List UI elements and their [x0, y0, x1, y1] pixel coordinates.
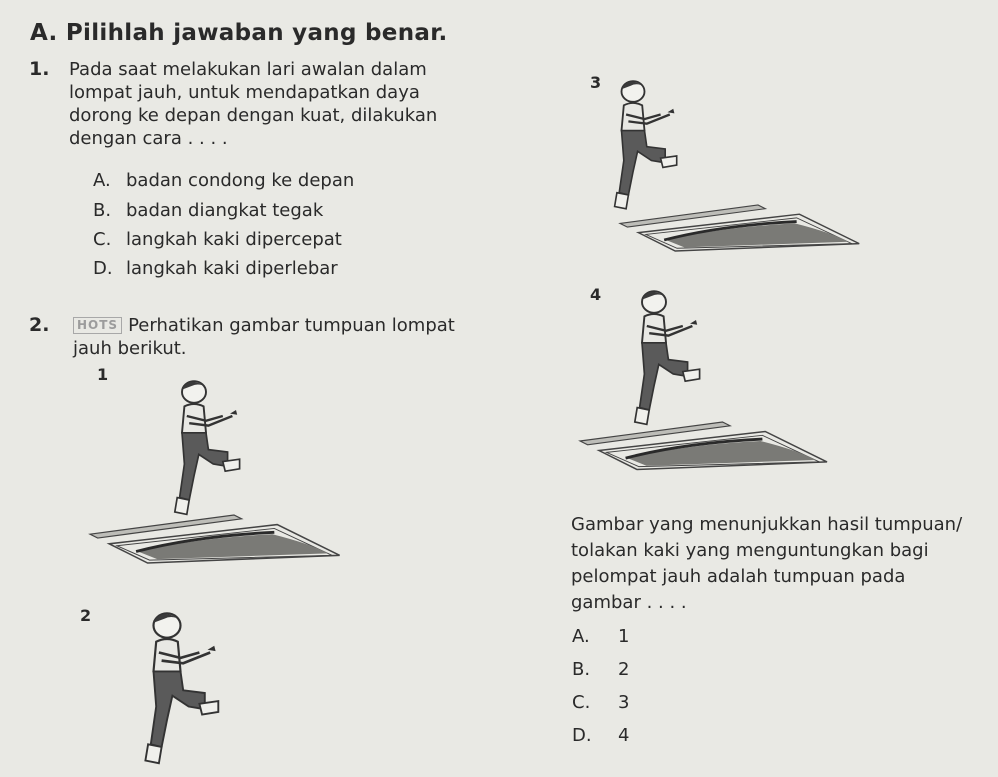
question-2-line: gambar . . . .: [571, 592, 687, 613]
question-1-number: 1.: [29, 58, 50, 80]
question-2-intro: [73, 314, 543, 360]
option-letter: D.: [572, 725, 592, 746]
question-2-line: Gambar yang menunjukkan hasil tumpuan/: [571, 514, 963, 535]
q1-option-d[interactable]: [93, 258, 338, 279]
q1-option-c[interactable]: [93, 229, 342, 250]
option-letter: B.: [572, 659, 591, 680]
sandpit-figure-3: [620, 205, 870, 270]
q2-option-c[interactable]: [572, 692, 629, 713]
q2-option-d[interactable]: [572, 725, 629, 746]
option-letter: C.: [572, 692, 591, 713]
option-letter: A.: [572, 626, 590, 647]
section-title: A. Pilihlah jawaban yang benar.: [30, 20, 448, 46]
option-text: 3: [618, 692, 630, 713]
question-2-line: jauh berikut.: [73, 338, 187, 359]
figure-label-2: 2: [80, 606, 92, 625]
option-letter: D.: [93, 258, 113, 279]
q1-option-a[interactable]: [93, 170, 354, 191]
figure-label-4: 4: [590, 285, 602, 304]
option-text: 2: [618, 659, 630, 680]
question-2-line: pelompat jauh adalah tumpuan pada: [571, 566, 906, 587]
question-2-line: tolakan kaki yang menguntungkan bagi: [571, 540, 929, 561]
q1-option-b[interactable]: [93, 200, 323, 221]
q2-option-a[interactable]: [572, 626, 629, 647]
jumper-figure-4: [630, 290, 700, 430]
figure-label-1: 1: [97, 365, 109, 384]
question-2-text: [571, 512, 996, 616]
option-text: badan diangkat tegak: [126, 200, 324, 221]
option-text: 1: [618, 626, 630, 647]
jumper-figure-1: [170, 380, 240, 520]
question-1-text: [69, 58, 539, 150]
option-letter: C.: [93, 229, 112, 250]
sandpit-figure-1: [90, 515, 350, 575]
question-1-line: lompat jauh, untuk mendapatkan daya: [69, 82, 420, 103]
option-letter: B.: [93, 200, 112, 221]
q2-option-b[interactable]: [572, 659, 629, 680]
question-1-line: dengan cara . . . .: [69, 128, 228, 149]
option-text: langkah kaki dipercepat: [126, 229, 342, 250]
option-letter: A.: [93, 170, 111, 191]
question-2-number: 2.: [29, 314, 50, 336]
figure-label-3: 3: [590, 73, 602, 92]
option-text: badan condong ke depan: [126, 170, 355, 191]
question-2-line: Perhatikan gambar tumpuan lompat: [128, 315, 455, 336]
hots-badge: HOTS: [73, 317, 122, 334]
question-1-line: Pada saat melakukan lari awalan dalam: [69, 59, 427, 80]
question-1-line: dorong ke depan dengan kuat, dilakukan: [69, 105, 438, 126]
jumper-figure-2: [140, 612, 210, 777]
option-text: langkah kaki diperlebar: [126, 258, 338, 279]
jumper-figure-3: [610, 80, 680, 210]
option-text: 4: [618, 725, 630, 746]
sandpit-figure-4: [580, 422, 840, 482]
